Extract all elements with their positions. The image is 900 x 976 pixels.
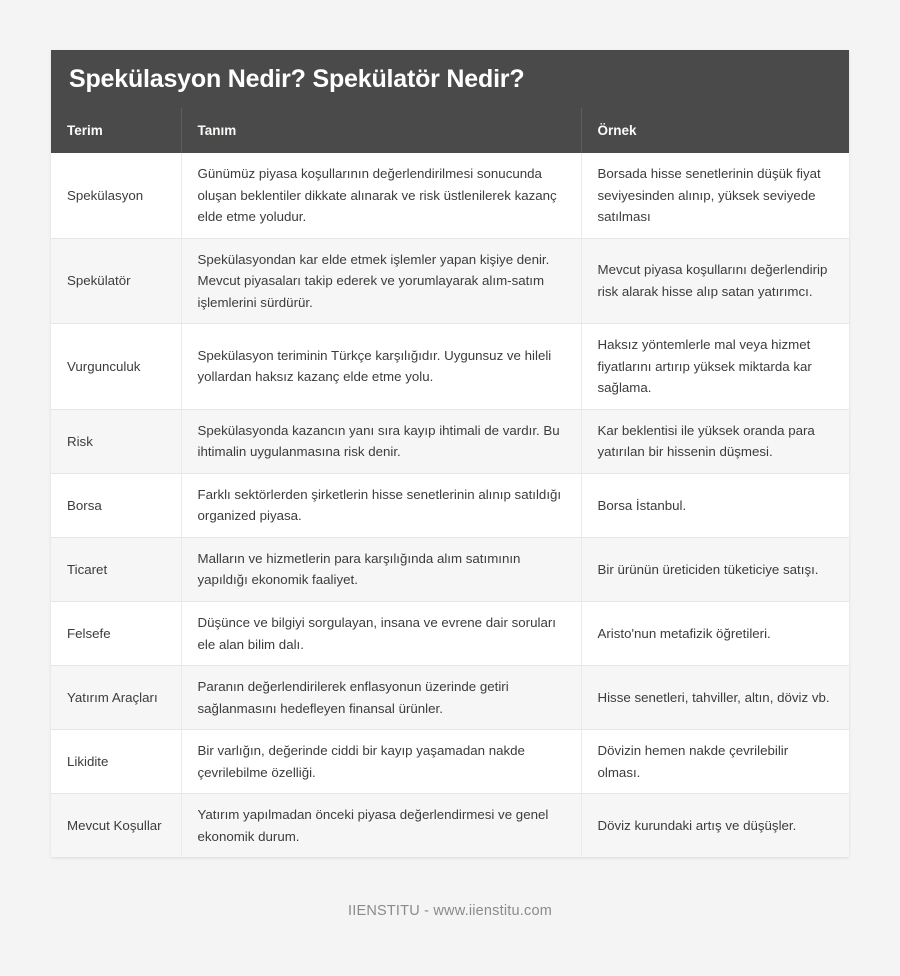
cell-example: Dövizin hemen nakde çevrilebilir olması. <box>581 730 849 794</box>
table-row <box>51 238 849 324</box>
cell-term: Spekülatör <box>51 238 181 324</box>
cell-definition: Farklı sektörlerden şirketlerin hisse senetlerinin alınıp satıldığı organized piyasa. <box>181 473 581 537</box>
cell-example: Aristo'nun metafizik öğretileri. <box>581 601 849 665</box>
cell-example: Borsa İstanbul. <box>581 473 849 537</box>
terms-table <box>51 108 849 857</box>
table-row <box>51 409 849 473</box>
cell-definition: Günümüz piyasa koşullarının değerlendirilmesi sonucunda oluşan beklentiler dikkate alınarak ve risk üstlenilerek kazanç elde etme yoludur. <box>181 153 581 238</box>
cell-definition: Malların ve hizmetlerin para karşılığında alım satımının yapıldığı ekonomik faaliyet. <box>181 537 581 601</box>
column-header-term: Terim <box>51 108 181 153</box>
cell-example: Döviz kurundaki artış ve düşüşler. <box>581 794 849 858</box>
cell-example: Kar beklentisi ile yüksek oranda para yatırılan bir hissenin düşmesi. <box>581 409 849 473</box>
cell-term: Spekülasyon <box>51 153 181 238</box>
table-row <box>51 324 849 410</box>
cell-term: Vurgunculuk <box>51 324 181 410</box>
table-header <box>51 108 849 153</box>
table-row <box>51 473 849 537</box>
cell-term: Likidite <box>51 730 181 794</box>
cell-example: Haksız yöntemlerle mal veya hizmet fiyatlarını artırıp yüksek miktarda kar sağlama. <box>581 324 849 410</box>
cell-example: Borsada hisse senetlerinin düşük fiyat seviyesinden alınıp, yüksek seviyede satılması <box>581 153 849 238</box>
cell-term: Borsa <box>51 473 181 537</box>
cell-definition: Spekülasyon teriminin Türkçe karşılığıdır. Uygunsuz ve hileli yollardan haksız kazanç elde etme yolu. <box>181 324 581 410</box>
cell-example: Bir ürünün üreticiden tüketiciye satışı. <box>581 537 849 601</box>
cell-term: Ticaret <box>51 537 181 601</box>
cell-definition: Spekülasyonda kazancın yanı sıra kayıp ihtimali de vardır. Bu ihtimalin uygulanmasına risk denir. <box>181 409 581 473</box>
cell-term: Mevcut Koşullar <box>51 794 181 858</box>
definition-card <box>51 50 849 857</box>
table-body <box>51 153 849 857</box>
cell-definition: Spekülasyondan kar elde etmek işlemler yapan kişiye denir. Mevcut piyasaları takip ederek ve yorumlayarak alım-satım işlemlerini sürdürür. <box>181 238 581 324</box>
column-header-definition: Tanım <box>181 108 581 153</box>
page-title: Spekülasyon Nedir? Spekülatör Nedir? <box>51 50 849 108</box>
table-row <box>51 153 849 238</box>
cell-definition: Düşünce ve bilgiyi sorgulayan, insana ve evrene dair soruları ele alan bilim dalı. <box>181 601 581 665</box>
cell-definition: Yatırım yapılmadan önceki piyasa değerlendirmesi ve genel ekonomik durum. <box>181 794 581 858</box>
table-row <box>51 601 849 665</box>
cell-example: Mevcut piyasa koşullarını değerlendirip risk alarak hisse alıp satan yatırımcı. <box>581 238 849 324</box>
table-row <box>51 794 849 858</box>
cell-definition: Bir varlığın, değerinde ciddi bir kayıp yaşamadan nakde çevrilebilme özelliği. <box>181 730 581 794</box>
cell-term: Felsefe <box>51 601 181 665</box>
cell-term: Yatırım Araçları <box>51 666 181 730</box>
column-header-example: Örnek <box>581 108 849 153</box>
cell-definition: Paranın değerlendirilerek enflasyonun üzerinde getiri sağlanmasını hedefleyen finansal ürünler. <box>181 666 581 730</box>
cell-example: Hisse senetleri, tahviller, altın, döviz vb. <box>581 666 849 730</box>
footer-attribution: IIENSTITU - www.iienstitu.com <box>348 903 552 919</box>
table-row <box>51 537 849 601</box>
cell-term: Risk <box>51 409 181 473</box>
table-row <box>51 730 849 794</box>
table-header-row <box>51 108 849 153</box>
table-row <box>51 666 849 730</box>
